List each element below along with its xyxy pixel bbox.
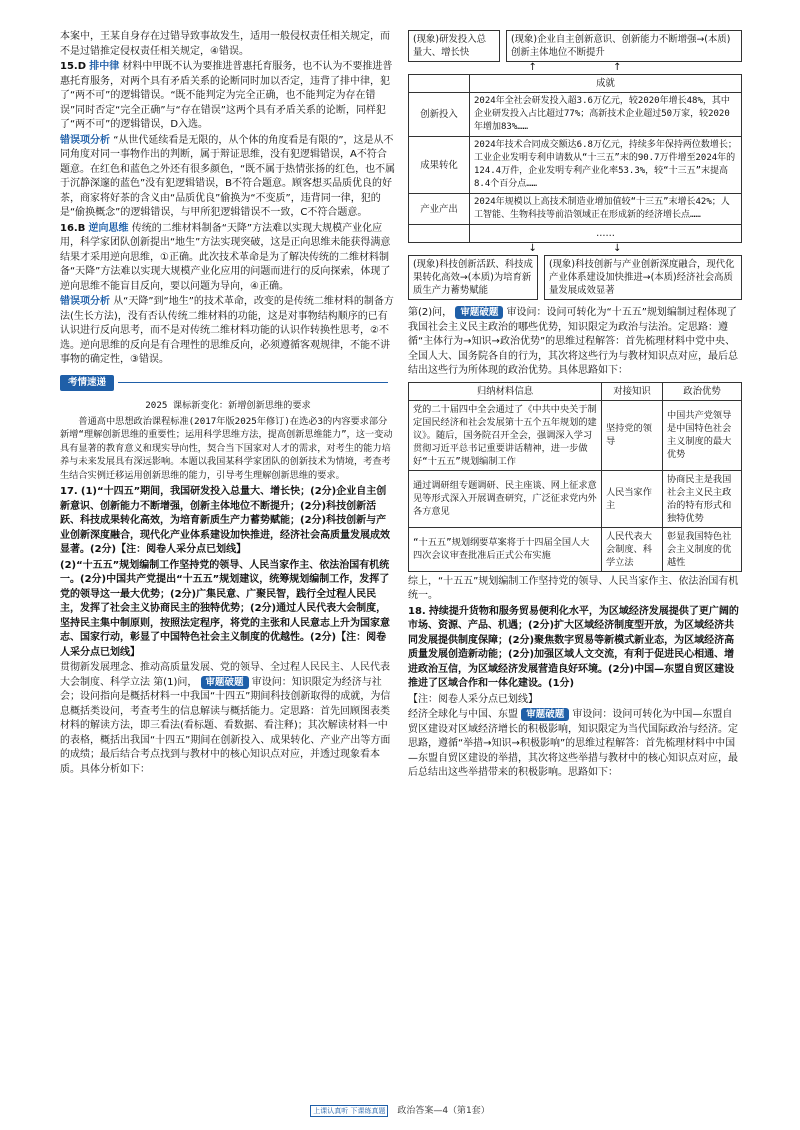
table-row xyxy=(409,93,742,137)
q17-2-paragraph xyxy=(408,306,742,379)
row-text: 2024年规模以上高技术制造业增加值较“十三五”末增长42%；人工智能、生物科技等前沿领域正在形成新的经济增长点…… xyxy=(470,194,742,225)
top-boxes xyxy=(408,30,742,62)
politics-col-advantage: 政治优势 xyxy=(663,382,742,400)
q17-analysis-tag: 审题破题 xyxy=(201,676,249,689)
achievements-table xyxy=(408,74,742,243)
row-knowledge: 人民当家作主 xyxy=(602,470,663,527)
q17-2-tag: 审题破题 xyxy=(455,306,503,319)
q17-analysis-text: 审设问：知识限定为经济与社会；设问指向是概括材料一中我国“十四五”期间科技创新取得的成就，为信息概括类设问，考查考生的信息解读与概括能力。定思路：首先回顾图表类材料的解读方法，即三看法(看标题、看数据、看注释)；其次解读材料一中的表格，概括出我国“十四五”期间在创新投入、成果转化、产业产出等方面的成绩；最后结合考点找到与教材中的核心知识点对应，并透过现象看本质。具体分析如下： xyxy=(60,676,391,775)
left-column xyxy=(60,30,396,778)
q18-analysis-paragraph xyxy=(408,708,742,781)
row-ellipsis: …… xyxy=(470,225,742,243)
q16-head: 逆向思维 xyxy=(88,222,129,234)
table-row xyxy=(409,225,742,243)
q18-paragraph xyxy=(408,605,742,692)
exam-info-label: 考情速递 xyxy=(60,375,114,392)
q17-analysis-intro: 第(1)问， xyxy=(153,676,198,688)
q17-part1-text: (1)“十四五”期间，我国研发投入总量大、增长快；(2分)企业自主创新意识、创新能力不断增强，创新主体地位不断提升；(2分)科技创新活跃、科技成果转化高效，为培育新质生产力蓄势赋能；(2分)科技创新与产业创新深度融合，现代化产业体系建设加快推进，经济社会高质量发展成效显著。(2分)【注：阅卷人采分点已划线】 xyxy=(60,486,390,555)
row-advantage: 彰显我国特色社会主义制度的优越性 xyxy=(663,527,742,571)
politics-table xyxy=(408,382,742,572)
top-box-enterprise: (现象)企业自主创新意识、创新能力不断增强→(本质)创新主体地位不断提升 xyxy=(506,30,742,62)
row-advantage: 协商民主是我国社会主义民主政治的特有形式和独特优势 xyxy=(663,470,742,527)
page-footer xyxy=(0,1103,800,1117)
row-label: 创新投入 xyxy=(409,93,470,137)
q17-part2: (2)“十五五”规划编制工作坚持党的领导、人民当家作主、依法治国有机统一。(2分)中国共产党提出“十五五”规划建议，统筹规划编制工作，发挥了党的领导这一最大优势；(2分)广集民意、广聚民智，践行全过程人民民主，发挥了社会主义协商民主的独特优势；(2分)通过人民代表大会制度，坚持民主集中制原则，按照法定程序，将党的主张和人民意志上升为国家意志、国家行动，彰显了中国特色社会主义制度的优越性。(2分)【注：阅卷人采分点已划线】 xyxy=(60,559,390,658)
row-text: 2024年全社会研发投入超3.6万亿元，较2020年增长48%，其中企业研发投入占比超过77%；高新技术企业超过50万家，较2020年增加83%…… xyxy=(470,93,742,137)
row-advantage: 中国共产党领导是中国特色社会主义制度的最大优势 xyxy=(663,400,742,470)
q16-wrong-paragraph xyxy=(60,295,396,368)
q16-wrong-text: 从“天降”到“地生”的技术革命，改变的是传统二维材料的制备方法(生长方法)，没有否认传统二维材料的功能，这是对事物结构顺序的已有认识进行反向思考，而不是对传统二维材料功能的认识作转换性思考，②不选。逆向思维的反向是有合理性的思维反向，必须遵循客观规律，不能不讲事物的确定性，③错误。 xyxy=(60,296,394,365)
q15-wrong-label: 错误项分析 xyxy=(60,134,110,146)
row-text: 2024年技术合同成交额达6.8万亿元，持续多年保持两位数增长；工业企业发明专利申请数从“十三五”末的90.7万件增至2024年的124.4万件，企业发明专利产业化率53.3%，较“十三五”末提高8.4个百分点…… xyxy=(470,137,742,194)
q15-wrong-text: “从世代延续看是无限的，从个体的角度看是有限的”，这是从不同角度对同一事物作出的判断，属于辩证思维，没有犯逻辑错误，A不符合题意。在红色和蓝色之外还有很多颜色，“既不属于热情张扬的红色，也不属于沉静深邃的蓝色”没有犯逻辑错误，B不符合题意。顾客想买品质优良的好茶，商家将好茶的含义由“品质优良”偷换为“不变质”，违背同一律，犯的是“偷换概念”的逻辑错误，与甲所犯逻辑错误不一致，C不符合题意。 xyxy=(60,134,396,218)
exam-info-header xyxy=(60,375,388,392)
arrows-up: ↑ ↑ xyxy=(528,62,622,73)
q15-text: 材料中甲既不认为要推进普惠托育服务，也不认为不要推进普惠托育服务，对两个具有矛盾关系的论断同时加以否定，违背了排中律，犯了“两不可”的逻辑错误。“既不能判定为完全正确，也不能判定为存在错误”同时否定“完全正确”与“存在错误”这两个具有矛盾关系的论断，同样犯了“两不可”的逻辑错误，D入选。 xyxy=(60,61,393,130)
table-row xyxy=(409,137,742,194)
bottom-boxes xyxy=(408,255,742,300)
table-row xyxy=(409,527,742,571)
q17-2-intro: 第(2)问， xyxy=(408,307,453,318)
row-knowledge: 人民代表大会制度、科学立法 xyxy=(602,527,663,571)
row-info: 通过调研组专题调研、民主座谈、网上征求意见等形式深入开展调查研究，广泛征求党内外各方意见 xyxy=(409,470,602,527)
exam-info-rule xyxy=(118,382,388,383)
q17-tail xyxy=(60,661,396,777)
right-column xyxy=(408,30,742,782)
q15-head: 排中律 xyxy=(89,61,120,72)
q16-number: 16.B xyxy=(60,222,86,234)
summary-line: 综上，“十五五”规划编制工作坚持党的领导、人民当家作主、依法治国有机统一。 xyxy=(408,575,739,601)
q18-number: 18. xyxy=(408,605,426,617)
q15-wrong-paragraph xyxy=(60,134,396,221)
q15-number: 15.D xyxy=(60,61,87,72)
q17-number: 17. xyxy=(60,486,78,497)
q15-paragraph xyxy=(60,60,396,133)
table-row xyxy=(409,470,742,527)
politics-col-info: 归纳材料信息 xyxy=(409,382,602,400)
exam-info-text: 普通高中思想政治课程标准(2017年版2025年修订)在选必3的内容要求部分新增“理解创新思维的重要性；运用科学思维方法，提高创新思维能力”，这一变动具有显著的教育意义和现实导向性，契合当下国家对人才的需求，对考生的能力培养与未来发展具有深远影响。本题以我国某科学家团队的创新技术为情境，考查考生结合实例迁移运用创新思维的能力，引导考生理解创新思维的要求。 xyxy=(60,415,393,481)
table-row xyxy=(409,400,742,470)
q16-wrong-label: 错误项分析 xyxy=(60,296,110,307)
row-knowledge: 坚持党的领导 xyxy=(602,400,663,470)
row-label-empty xyxy=(409,225,470,243)
paragraph-case: 本案中，王某自身存在过错导致事故发生，适用一般侵权责任相关规定，而不是过错推定侵权责任相关规定，④错误。 xyxy=(60,31,390,57)
q18-note: 【注：阅卷人采分点已划线】 xyxy=(408,693,538,705)
q16-text: 传统的二维材料制备“天降”方法难以实现大规模产业化应用，科学家团队创新提出“地生”方法实现突破，这是正向思维未能获得满意结果才采用逆向思维，①正确。此次技术革命是为了解决传统的二维材料制备“天降”方法难以实现大规模产业化应用的问题而进行的反向探索，体现了逆向思维不能盲目反向，要以问题为导向，④正确。 xyxy=(60,222,391,292)
q18-tag: 审题破题 xyxy=(521,708,569,721)
politics-col-knowledge: 对接知识 xyxy=(602,382,663,400)
row-info: “十五五”规划纲要草案将于十四届全国人大四次会议审查批准后正式公布实施 xyxy=(409,527,602,571)
top-box-investment: (现象)研发投入总量大、增长快 xyxy=(408,30,500,62)
row-label: 成果转化 xyxy=(409,137,470,194)
achievements-table-corner xyxy=(409,75,470,93)
footer-text: 政治答案—4（第1套） xyxy=(397,1106,490,1116)
table-row xyxy=(409,194,742,225)
exam-info-title: 2025 课标新变化：新增创新思维的要求 xyxy=(145,400,311,411)
bottom-box-innovation: (现象)科技创新活跃、科技成果转化高效→(本质)为培育新质生产力蓄势赋能 xyxy=(408,255,538,300)
arrows-down: ↓ ↓ xyxy=(528,243,622,254)
q17-part1 xyxy=(60,485,396,558)
footer-logo: 上课认真听 下课练真题 xyxy=(310,1105,388,1117)
q18-text: 持续提升货物和服务贸易便利化水平，为区域经济发展提供了更广阔的市场、资源、产品、机遇；(2分)扩大区域经济制度型开放，为区域经济共同发展提供制度保障；(2分)聚焦数字贸易等新模式新业态，为区域经济高质量发展创造新动能；(2分)加强区域人文交流，有利于促进民心相通、增进政治互信，为区域经济发展营造良好环境。(2分)中国—东盟自贸区建设推进了区域合作和一体化建设。(1分) xyxy=(408,605,739,689)
bottom-box-industry: (现象)科技创新与产业创新深度融合，现代化产业体系建设加快推进→(本质)经济社会高质量发展成效显著 xyxy=(544,255,742,300)
q18-analysis: 审设问：设问可转化为中国—东盟自贸区建设对区域经济增长的积极影响，知识限定为当代国际政治与经济。定思路，遵循“举措→知识→积极影响”的思维过程解答：首先梳理材料中中国—东盟自贸区建设的举措，其次将这些举措与教材中的核心知识点对应，最后总结出这些举措带来的积极影响。思路如下： xyxy=(408,709,738,778)
achievements-table-header: 成就 xyxy=(470,75,742,93)
q16-paragraph xyxy=(60,222,396,295)
row-label: 产业产出 xyxy=(409,194,470,225)
q17-2-text: 审设问：设问可转化为“十五五”规划编制过程体现了我国社会主义民主政治的哪些优势，知识限定为政治与法治。定思路：遵循“主体行为→知识→政治优势”的思维过程解答：首先梳理材料中党中央、全国人大、国务院各自的行为，其次将这些行为与教材知识点对应，最后总结出这些行为所体现的政治优势。具体思路如下： xyxy=(408,307,738,376)
q17-tail-text: 贯彻新发展理念、推动高质量发展、党的领导、全过程人民民主、人民代表大会制度、科学立法 xyxy=(60,662,390,688)
q18-tail: 经济全球化与中国、东盟 xyxy=(408,709,518,720)
row-info: 党的二十届四中全会通过了《中共中央关于制定国民经济和社会发展第十五个五年规划的建议》。随后，国务院召开全会，强调深入学习贯彻习近平总书记重要讲话精神，进一步做好“十五五”规划编制工作 xyxy=(409,400,602,470)
politics-table-header xyxy=(409,382,742,400)
